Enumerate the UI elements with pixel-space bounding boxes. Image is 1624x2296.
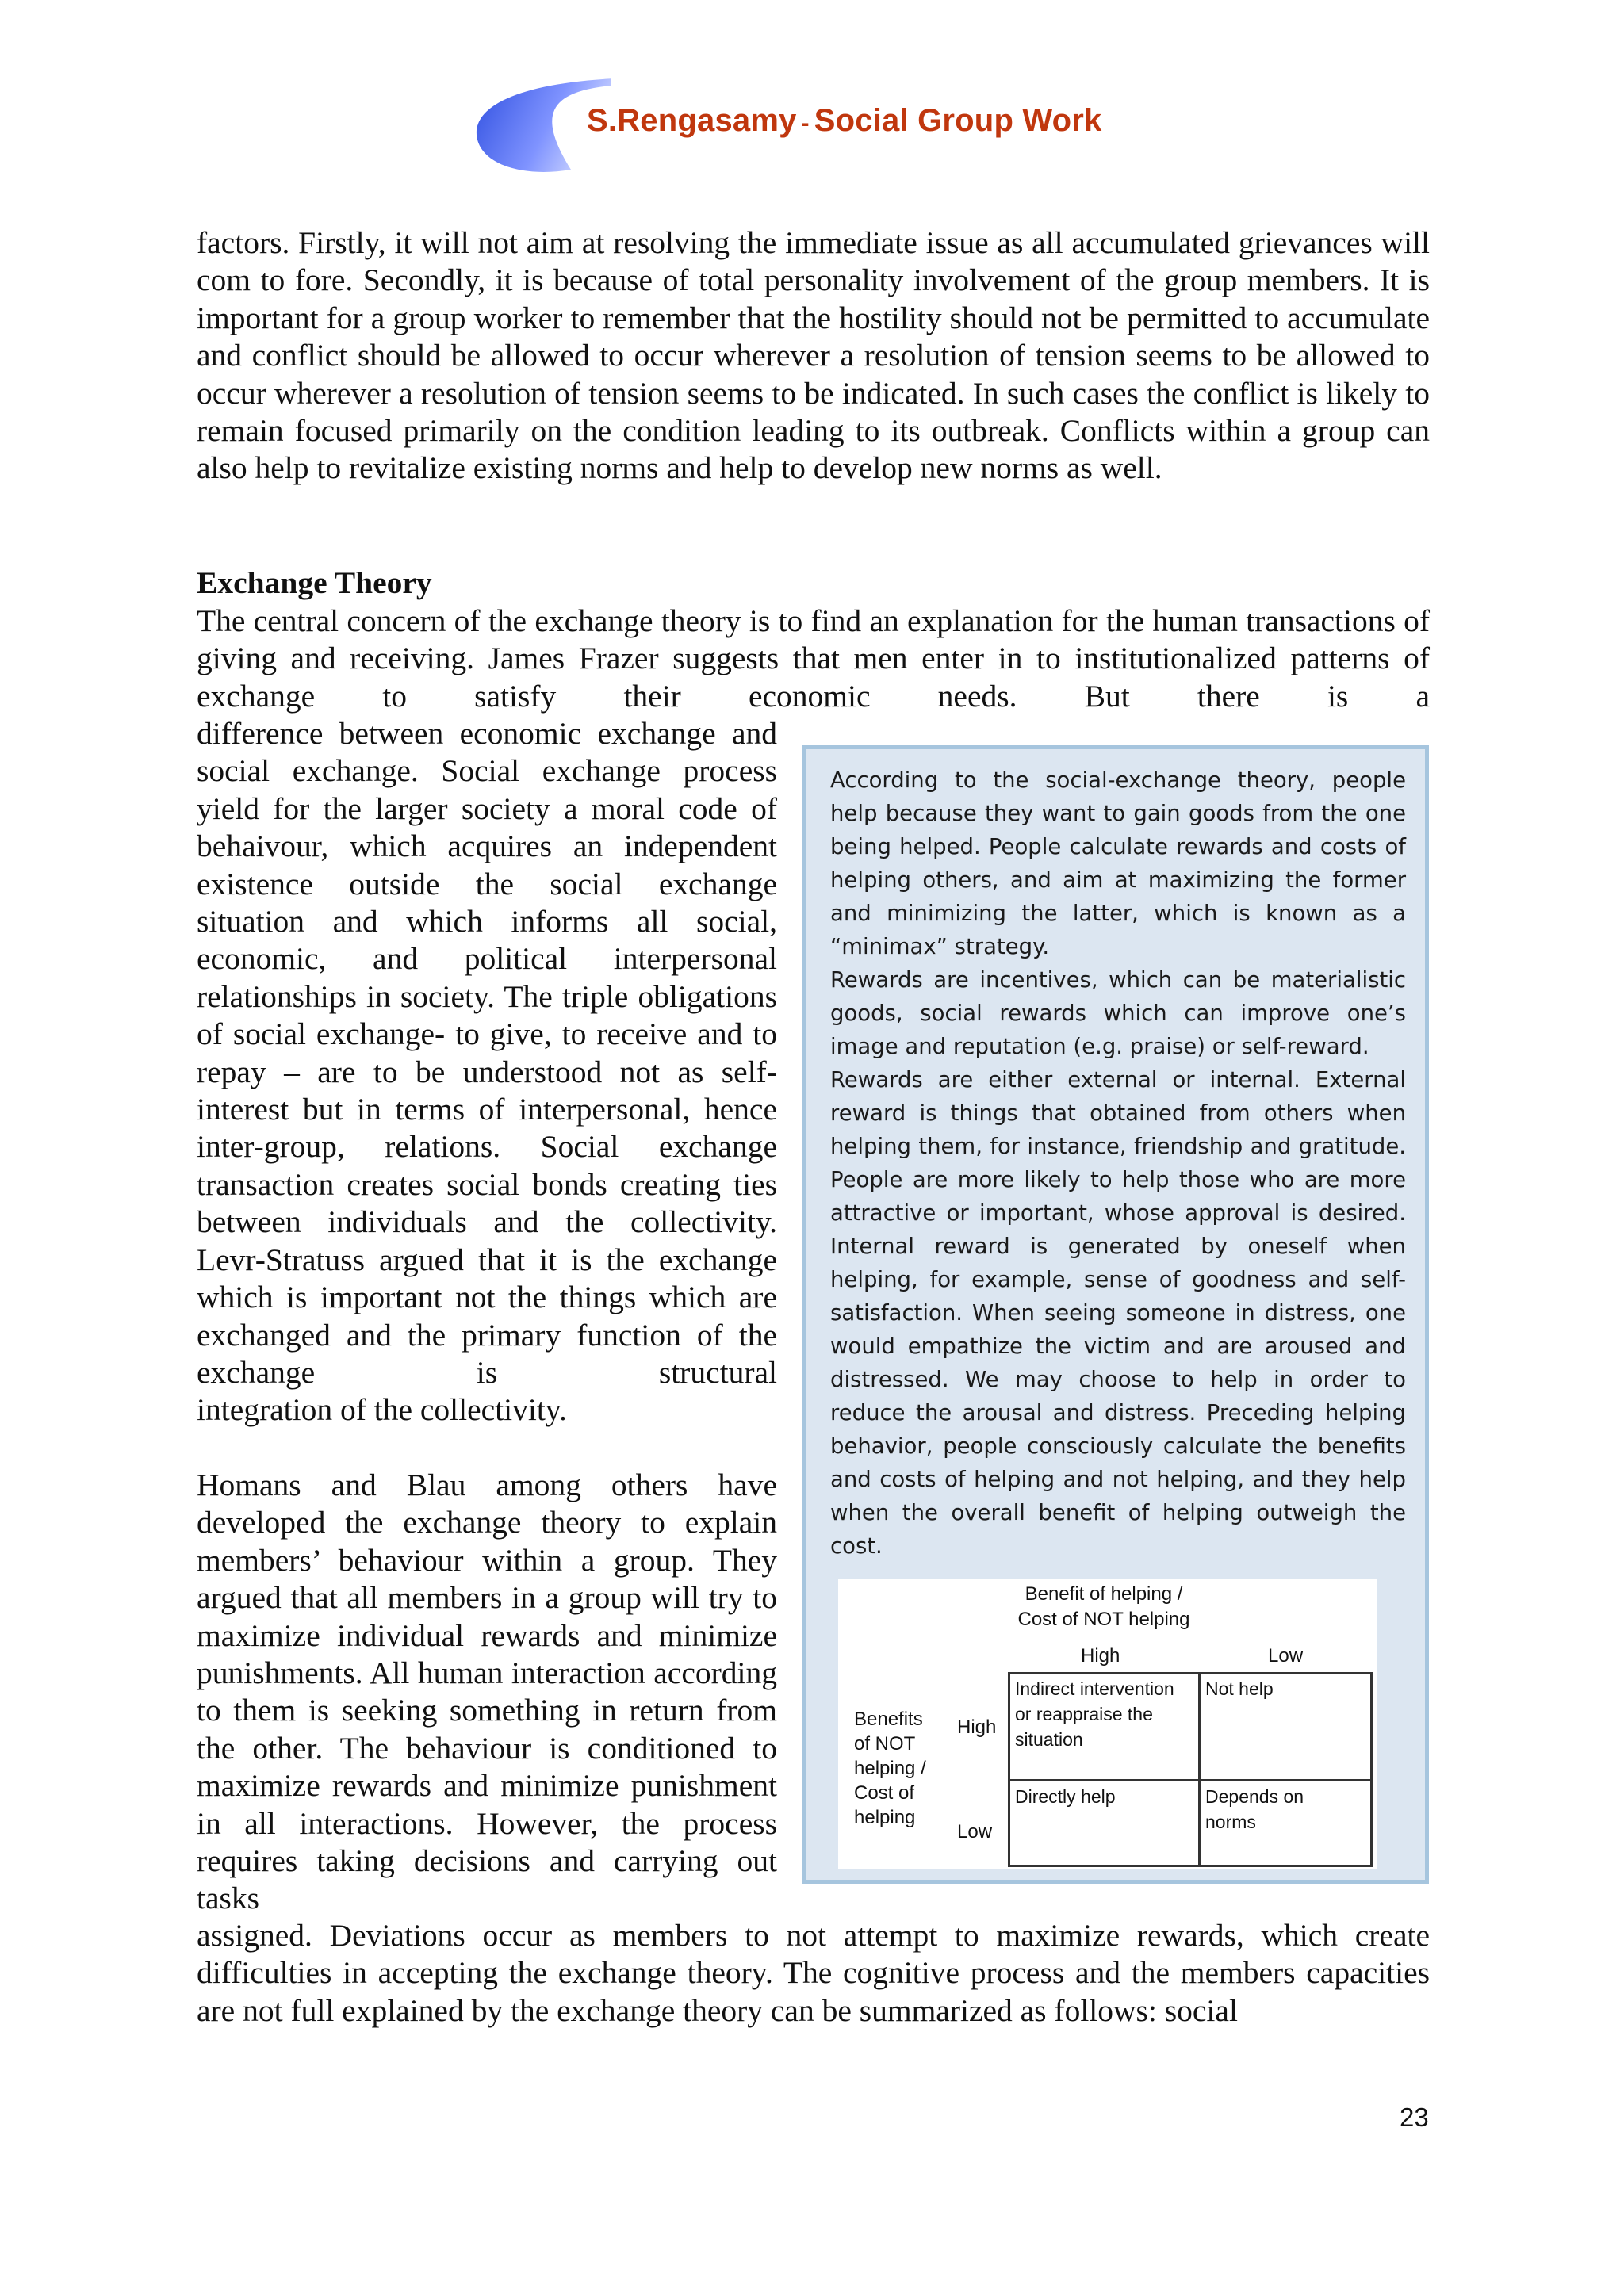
header-separator: - bbox=[801, 110, 810, 136]
diagram-row-title-line-4: Cost of bbox=[854, 1782, 915, 1804]
sidebox-paragraph-1: According to the social-exchange theory, people help because they want to gain goods from the one being helped. People calculate rewards and costs of helping others, and aim at maximizing the former and minimizing the latter, which is known as a “minimax” strategy. bbox=[830, 767, 1406, 959]
diagram-row-high: High bbox=[957, 1716, 997, 1738]
header-title bbox=[587, 103, 1101, 139]
sidebox-paragraph-2: Rewards are incentives, which can be materialistic goods, social rewards which can improve one’s image and reputation (e.g. praise) or self-reward. bbox=[830, 967, 1406, 1059]
homans-paragraph-full: assigned. Deviations occur as members to not attempt to maximize rewards, which create difficulties in accepting the exchange theory. The cognitive process and the members capacities are not full explained by the exchange theory can be summarized as follows: social bbox=[197, 1918, 1430, 2028]
diagram-column-high: High bbox=[1081, 1645, 1120, 1667]
sidebox-paragraph-3: Rewards are either external or internal. External reward is things that obtained from others when helping them, for instance, friendship and gratitude. People are more likely to help those who are more attractive or important, whose approval is desired. Internal reward is generated by oneself when helping, for example, sense of goodness and self-satisfaction. When seeing someone in distress, one would empathize the victim and are aroused and distressed. We may choose to help in order to reduce the arousal and distress. Preceding helping behavior, people consciously calculate the benefits and costs of helping and not helping, and they help when the overall benefit of helping outweigh the cost. bbox=[830, 1067, 1406, 1559]
social-exchange-sidebox bbox=[802, 745, 1429, 1884]
cell-low-low-line-1: Depends on bbox=[1205, 1786, 1304, 1807]
diagram-row-title bbox=[854, 1707, 926, 1830]
homans-paragraph-column: Homans and Blau among others have developed the exchange theory to explain members’ behaviour within a group. They argued that all members in a group will try to maximize individual rewards and minimize punishments. All human interaction according to them is seeking something in return from the other. The behaviour is conditioned to maximize rewards and minimize punishment in all interactions. However, the process requires taking decisions and carrying out tasks bbox=[197, 1468, 777, 1916]
diagram-top-title-line-2: Cost of NOT helping bbox=[1017, 1609, 1190, 1630]
page-header bbox=[468, 76, 1158, 179]
header-subject: Social Group Work bbox=[814, 103, 1102, 138]
diagram-row-title-line-1: Benefits bbox=[854, 1709, 923, 1730]
exchange-paragraph-end: integration of the collectivity. bbox=[197, 1392, 567, 1427]
section-heading: Exchange Theory bbox=[197, 565, 432, 600]
cell-low-high: Directly help bbox=[1015, 1786, 1116, 1807]
diagram-grid bbox=[1008, 1672, 1373, 1867]
diagram-row-title-line-5: helping bbox=[854, 1807, 916, 1828]
intro-paragraph: factors. Firstly, it will not aim at resolving the immediate issue as all accumulated grievances will com to fore. Secondly, it is because of total personality involvement of the group members. It is important for a group worker to remember that the hostility should not be permitted to accumulate and conflict should be allowed to occur wherever a resolution of tension seems to be allowed to occur wherever a resolution of tension seems to be indicated. In such cases the conflict is likely to remain focused primarily on the condition leading to its outbreak. Conflicts within a group can also help to revitalize existing norms and help to develop new norms as well. bbox=[197, 225, 1430, 486]
cell-high-low: Not help bbox=[1205, 1678, 1274, 1699]
diagram-column-low: Low bbox=[1268, 1645, 1304, 1667]
cell-high-high-line-2: or reappraise the bbox=[1015, 1704, 1153, 1724]
cell-low-low-line-2: norms bbox=[1205, 1812, 1256, 1832]
cell-high-high-line-1: Indirect intervention bbox=[1015, 1678, 1174, 1699]
exchange-paragraph-top: The central concern of the exchange theory is to find an explanation for the human transactions of giving and receiving. James Frazer suggests that men enter in to institutionalized patterns of exchange to satisfy their economic needs. But there is a bbox=[197, 603, 1430, 714]
page-number: 23 bbox=[1400, 2103, 1429, 2132]
header-author: S.Rengasamy bbox=[587, 103, 797, 138]
diagram-row-title-line-2: of NOT bbox=[854, 1733, 916, 1755]
cell-high-high bbox=[1015, 1676, 1174, 1752]
diagram-top-title-line-1: Benefit of helping / bbox=[1025, 1583, 1183, 1605]
diagram-grid-horizontal-divider bbox=[1010, 1779, 1370, 1781]
cell-high-high-line-3: situation bbox=[1015, 1729, 1083, 1750]
diagram-grid-vertical-divider bbox=[1198, 1674, 1201, 1865]
diagram-top-title bbox=[1018, 1582, 1190, 1632]
helping-decision-diagram bbox=[838, 1578, 1377, 1869]
diagram-row-low: Low bbox=[957, 1821, 993, 1843]
diagram-row-title-line-3: helping / bbox=[854, 1758, 926, 1779]
sidebox-text bbox=[830, 763, 1406, 1563]
exchange-paragraph-column: difference between economic exchange and social exchange. Social exchange process yield for the larger society a moral code of behaivour, which acquires an independent existence outside the social exchange situation and which informs all social, economic, and political interpersonal relationships in society. The triple obligations of social exchange- to give, to receive and to repay – are to be understood not as self- interest but in terms of interpersonal, hence inter-group, relations. Social exchange transaction creates social bonds creating ties between individuals and the collectivity. Levr-Stratuss argued that it is the exchange which is important not the things which are exchanged and the primary function of the exchange is structural bbox=[197, 716, 777, 1390]
cell-low-low bbox=[1205, 1784, 1304, 1835]
